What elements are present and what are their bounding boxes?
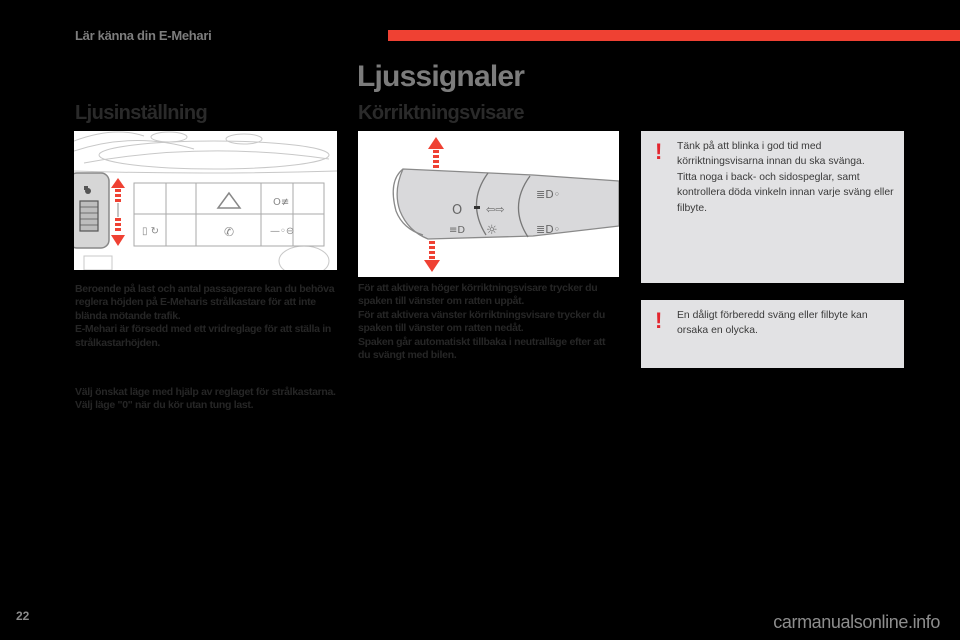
watermark: carmanualsonline.info	[773, 612, 940, 632]
accent-bar	[388, 30, 960, 41]
figure-headlamp-adjustment	[74, 131, 337, 270]
warning-line: Titta noga i back- och sidospeglar, samt kontrollera döda vinkeln innan varje sväng eller filbyte.	[677, 171, 894, 214]
running-head: Lär känna din E-Mehari	[75, 28, 212, 43]
paragraph: Beroende på last och antal passagerare kan du behöva reglera höjden på E-Meharis strålkastare för att inte blända mötande trafik.	[75, 283, 335, 322]
direction-arrows-icon: ⇦⇨	[486, 203, 505, 216]
recirculation-icon: ▯ ↻	[142, 226, 160, 237]
heading-direction-indicators: Körriktningsvisare	[358, 102, 524, 124]
headlamp-adjustment-instructions	[75, 386, 343, 413]
indicator-instructions	[358, 282, 620, 362]
sidelamp-icon: ≡D	[449, 225, 466, 236]
main-beam-icon: ≣D◦	[536, 188, 561, 201]
lighting-stalk-illustration	[358, 131, 619, 277]
warning-box	[641, 300, 904, 368]
warning-line: Tänk på att blinka i god tid med körriktningsvisarna innan du ska svänga.	[677, 141, 865, 168]
off-circle-icon: O	[452, 203, 463, 218]
warning-exclamation-icon: !	[655, 139, 663, 164]
dashboard-panel-illustration	[74, 131, 337, 270]
heading-light-adjustment: Ljusinställning	[75, 102, 208, 124]
paragraph: Välj önskat läge med hjälp av reglaget för strålkastarna.	[75, 386, 336, 398]
page-number: 22	[16, 609, 30, 623]
paragraph: För att aktivera vänster körriktningsvisare trycker du spaken till vänster om ratten nedåt.	[358, 308, 605, 335]
section-title: Ljussignaler	[357, 60, 525, 93]
warning-box	[641, 131, 904, 283]
warning-line: En dåligt förberedd sväng eller filbyte kan orsaka en olycka.	[677, 310, 868, 337]
paragraph: Spaken går automatiskt tillbaka i neutralläge efter att du svängt med bilen.	[358, 335, 606, 362]
warning-exclamation-icon: !	[655, 308, 663, 333]
rear-fog-icon: O≢	[273, 197, 290, 208]
dipped-beam-icon: ≣D◦	[536, 223, 561, 236]
key-steering-icon: —◦⊖	[270, 226, 295, 237]
paragraph: E-Mehari är försedd med ett vridreglage för att ställa in strålkastarhöjden.	[75, 323, 331, 349]
sun-lamp-icon: ☼	[486, 223, 498, 238]
warning-text	[677, 139, 898, 216]
headlamp-adjustment-intro	[75, 283, 343, 350]
warning-text	[677, 308, 898, 339]
paragraph: Välj läge "0" när du kör utan tung last.	[75, 399, 254, 412]
paragraph: För att aktivera höger körriktningsvisare trycker du spaken till vänster om ratten uppåt.	[358, 282, 598, 308]
figure-indicator-stalk	[358, 131, 619, 277]
phone-icon: ✆	[224, 225, 235, 239]
